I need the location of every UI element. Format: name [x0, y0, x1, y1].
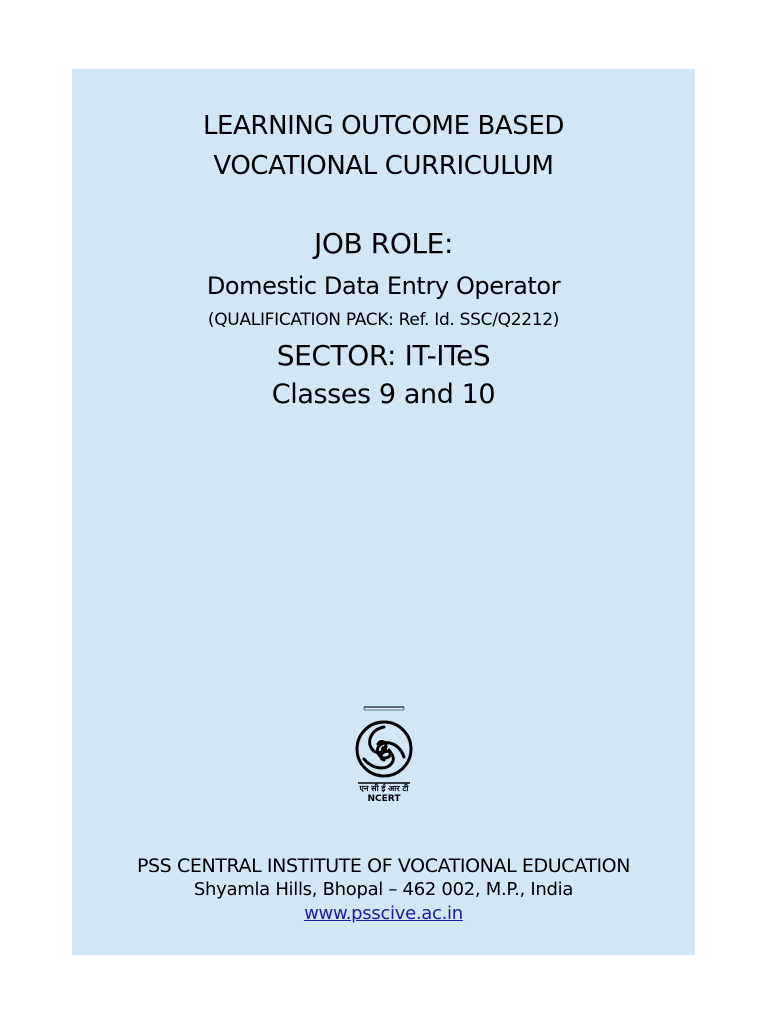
cover-panel [72, 69, 695, 955]
job-role-label: JOB ROLE: [313, 227, 454, 260]
title-line-1: LEARNING OUTCOME BASED [202, 111, 565, 141]
ncert-emblem-icon [342, 703, 426, 803]
classes-label: Classes 9 and 10 [271, 379, 496, 410]
job-role-value: Domestic Data Entry Operator [206, 272, 561, 300]
ncert-logo [342, 703, 426, 803]
motto-mark [364, 707, 404, 710]
logo-hindi-name: एन सी ई आर टी [359, 784, 409, 793]
sector-label: SECTOR: IT-ITeS [276, 339, 491, 372]
website-link[interactable]: www.psscive.ac.in [304, 903, 463, 924]
logo-english-name: NCERT [367, 794, 401, 803]
title-line-2: VOCATIONAL CURRICULUM [213, 151, 554, 181]
institute-name: PSS CENTRAL INSTITUTE OF VOCATIONAL EDUCATION [136, 855, 631, 877]
qualification-pack: (QUALIFICATION PACK: Ref. Id. SSC/Q2212) [207, 310, 560, 330]
institute-address: Shyamla Hills, Bhopal – 462 002, M.P., India [193, 879, 574, 900]
